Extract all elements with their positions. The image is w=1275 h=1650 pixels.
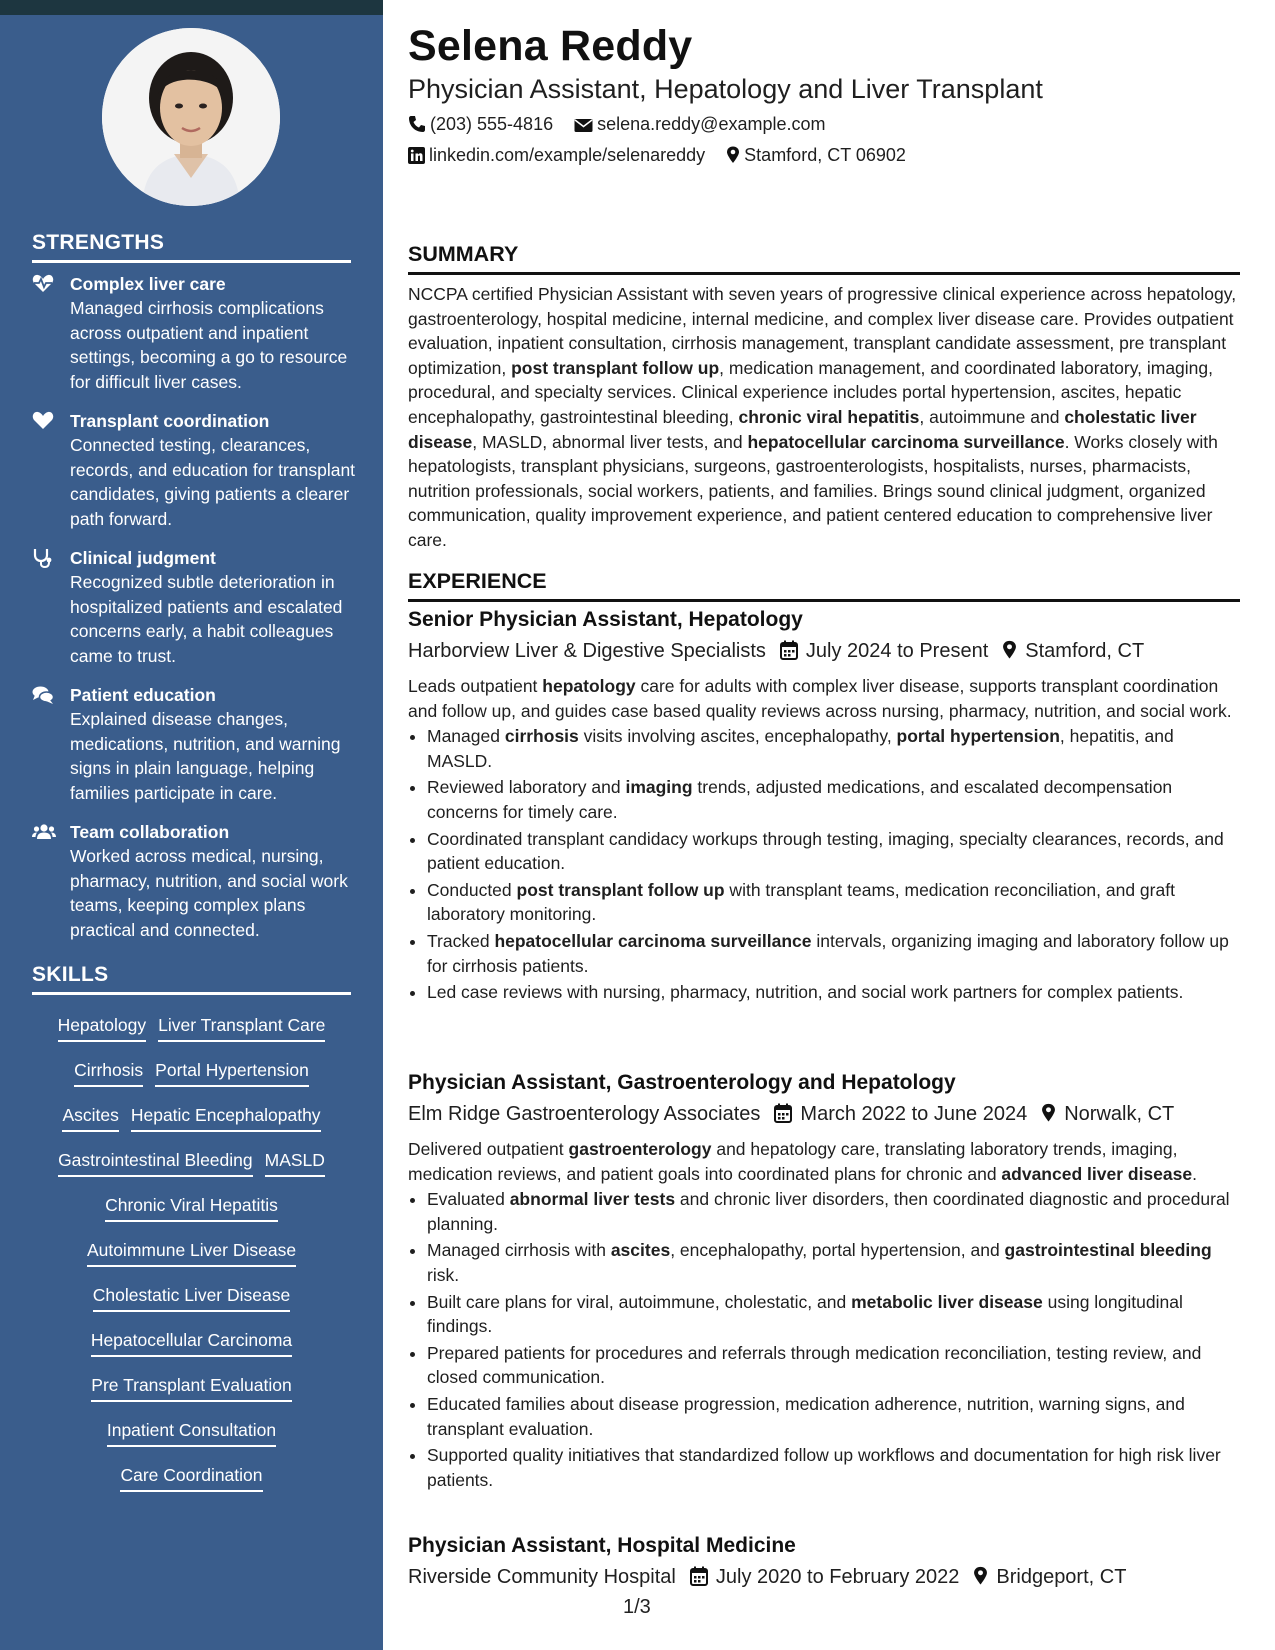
text-run: with transplant teams, medication reconciliation, and graft laboratory monitoring. bbox=[427, 879, 1175, 925]
bullet-item bbox=[427, 775, 1240, 824]
phone-item bbox=[408, 114, 553, 135]
strength-title: Clinical judgment bbox=[70, 548, 216, 568]
strength-desc: Managed cirrhosis complications across outpatient and inpatient settings, becoming a go to resource for difficult liver cases. bbox=[70, 298, 348, 392]
skill-tag: Chronic Viral Hepatitis bbox=[105, 1193, 278, 1222]
bullet-item bbox=[427, 980, 1240, 1005]
job-company: Harborview Liver & Digestive Specialists bbox=[408, 640, 766, 662]
text-run: visits involving ascites, encephalopathy, bbox=[578, 726, 897, 747]
bullet-item bbox=[427, 1341, 1240, 1390]
skill-tag: MASLD bbox=[265, 1148, 325, 1177]
job-dates: March 2022 to June 2024 bbox=[800, 1103, 1028, 1125]
bullet-item bbox=[427, 1443, 1240, 1492]
bold-text: post transplant follow up bbox=[516, 879, 725, 900]
bold-text: imaging bbox=[625, 777, 693, 798]
strengths-heading: STRENGTHS bbox=[32, 231, 351, 263]
text-run: and hepatology care, translating laboratory trends, imaging, medication reviews, and patient goals into coordinated plans for chronic and bbox=[408, 1139, 1178, 1184]
strength-item bbox=[32, 683, 357, 805]
text-run: , MASLD, abnormal liver tests, and bbox=[472, 431, 748, 452]
profile-photo bbox=[102, 28, 280, 206]
heart-icon bbox=[32, 411, 54, 431]
text-run: Conducted bbox=[427, 879, 517, 900]
bold-text: metabolic liver disease bbox=[851, 1291, 1043, 1312]
bullet-item bbox=[427, 929, 1240, 978]
text-run: Built care plans for viral, autoimmune, cholestatic, and bbox=[427, 1291, 852, 1312]
skill-row bbox=[32, 1463, 351, 1492]
job-meta bbox=[408, 1103, 1174, 1126]
job-intro bbox=[408, 674, 1240, 723]
contact-row-2 bbox=[408, 145, 922, 166]
skill-row bbox=[32, 1193, 351, 1222]
skills-list bbox=[32, 1013, 351, 1508]
bold-text: gastrointestinal bleeding bbox=[1004, 1240, 1212, 1261]
skill-row bbox=[32, 1418, 351, 1447]
skill-row bbox=[32, 1283, 351, 1312]
stethoscope-icon bbox=[32, 548, 54, 568]
page-number: 1/3 bbox=[623, 1596, 651, 1618]
experience-heading: EXPERIENCE bbox=[408, 569, 1240, 602]
job-bullets bbox=[408, 724, 1240, 1005]
strength-title: Team collaboration bbox=[70, 822, 230, 842]
job-location: Stamford, CT bbox=[1025, 640, 1145, 662]
strength-title: Complex liver care bbox=[70, 274, 226, 294]
bullet-item bbox=[427, 1187, 1240, 1236]
text-run: trends, adjusted medications, and escalated decompensation concerns for timely care. bbox=[427, 777, 1173, 822]
bullet-item bbox=[427, 1238, 1240, 1287]
job-title: Senior Physician Assistant, Hepatology bbox=[408, 608, 803, 631]
email-item[interactable] bbox=[574, 114, 825, 135]
skill-tag: Gastrointestinal Bleeding bbox=[58, 1148, 253, 1177]
linkedin-icon bbox=[408, 147, 425, 164]
skill-tag: Cirrhosis bbox=[74, 1058, 143, 1087]
skill-row bbox=[32, 1328, 351, 1357]
heartbeat-icon bbox=[32, 274, 54, 294]
skill-row bbox=[32, 1148, 351, 1177]
calendar-icon bbox=[780, 640, 798, 660]
skill-tag: Inpatient Consultation bbox=[107, 1418, 276, 1447]
strength-item bbox=[32, 820, 357, 942]
linkedin-item[interactable] bbox=[408, 145, 705, 166]
skill-tag: Portal Hypertension bbox=[155, 1058, 309, 1087]
job-dates: July 2024 to Present bbox=[805, 640, 989, 662]
map-marker-icon bbox=[1002, 640, 1017, 660]
skill-tag: Hepatocellular Carcinoma bbox=[91, 1328, 292, 1357]
skill-tag: Cholestatic Liver Disease bbox=[93, 1283, 290, 1312]
strength-desc: Worked across medical, nursing, pharmacy, nutrition, and social work teams, keeping complex plans practical and connected. bbox=[70, 846, 348, 940]
text-run: . Works closely with hepatologists, transplant physicians, surgeons, gastroenterologists, hospitalists, nurses, pharmacists, nutrition professionals, social workers, patients, and families. Brings sound clinical judgment, organized communication, quality improvement experience, and patient centered education to comprehensive liver care. bbox=[408, 431, 1218, 550]
text-run: Reviewed laboratory and bbox=[427, 777, 626, 798]
skill-tag: Care Coordination bbox=[120, 1463, 262, 1492]
strength-desc: Explained disease changes, medications, nutrition, and warning signs in plain language, helping families participate in care. bbox=[70, 709, 341, 803]
linkedin-text[interactable]: linkedin.com/example/selenareddy bbox=[429, 145, 706, 165]
map-marker-icon bbox=[1041, 1103, 1056, 1123]
text-run: Leads outpatient bbox=[408, 676, 543, 696]
strengths-list bbox=[32, 272, 357, 957]
skill-tag: Pre Transplant Evaluation bbox=[91, 1373, 291, 1402]
text-run: , encephalopathy, portal hypertension, and bbox=[670, 1240, 1005, 1261]
text-run: Tracked bbox=[427, 930, 495, 951]
map-marker-icon bbox=[973, 1566, 988, 1586]
job-title: Physician Assistant, Hospital Medicine bbox=[408, 1534, 796, 1557]
map-marker-icon bbox=[726, 146, 740, 164]
phone-text: (203) 555-4816 bbox=[430, 114, 554, 134]
skill-row bbox=[32, 1013, 351, 1042]
candidate-name: Selena Reddy bbox=[408, 22, 693, 70]
strength-title: Transplant coordination bbox=[70, 411, 270, 431]
email-text[interactable]: selena.reddy@example.com bbox=[597, 114, 826, 134]
bullet-item bbox=[427, 1392, 1240, 1441]
strength-item bbox=[32, 546, 357, 668]
text-run: Evaluated bbox=[427, 1189, 510, 1210]
text-run: Managed cirrhosis with bbox=[427, 1240, 611, 1261]
skill-row bbox=[32, 1373, 351, 1402]
text-run: , medication management, and coordinated laboratory, imaging, procedural, and specialty services. Clinical experience includes portal hypertension, ascites, hepatic encephalopathy, gastrointestinal bleeding, bbox=[408, 357, 1214, 427]
bold-text: hepatocellular carcinoma surveillance bbox=[747, 431, 1065, 452]
sidebar-top-band bbox=[0, 0, 383, 15]
text-run: Prepared patients for procedures and referrals through medication reconciliation, testing review, and closed communication. bbox=[427, 1342, 1202, 1388]
strength-desc: Connected testing, clearances, records, and education for transplant candidates, giving patients a clearer path forward. bbox=[70, 435, 356, 529]
text-run: intervals, organizing imaging and laboratory follow up for cirrhosis patients. bbox=[427, 930, 1229, 976]
bold-text: hepatocellular carcinoma surveillance bbox=[494, 930, 812, 951]
job-location: Norwalk, CT bbox=[1064, 1103, 1175, 1125]
envelope-icon bbox=[574, 118, 593, 133]
text-run: Delivered outpatient bbox=[408, 1139, 569, 1159]
job-bullets bbox=[408, 1187, 1240, 1492]
skill-tag: Ascites bbox=[62, 1103, 118, 1132]
phone-icon bbox=[408, 115, 426, 133]
job-meta bbox=[408, 1566, 1126, 1589]
text-run: and chronic liver disorders, then coordinated diagnostic and procedural planning. bbox=[427, 1189, 1230, 1234]
text-run: Supported quality initiatives that standardized follow up workflows and documentation for high risk liver patients. bbox=[427, 1445, 1221, 1490]
bullet-item bbox=[427, 878, 1240, 927]
job-intro bbox=[408, 1137, 1240, 1186]
users-icon bbox=[32, 822, 54, 842]
job-meta bbox=[408, 640, 1144, 663]
contact-row bbox=[408, 114, 842, 135]
job-title: Physician Assistant, Gastroenterology and Hepatology bbox=[408, 1071, 956, 1094]
strength-item bbox=[32, 272, 357, 394]
text-run: care for adults with complex liver disease, supports transplant coordination and follow up, and guides case based quality reviews across nursing, pharmacy, nutrition, and social work. bbox=[408, 676, 1232, 721]
job-location: Bridgeport, CT bbox=[996, 1566, 1127, 1588]
skill-row bbox=[32, 1238, 351, 1267]
job-company: Riverside Community Hospital bbox=[408, 1566, 676, 1588]
skills-heading: SKILLS bbox=[32, 963, 351, 995]
text-run: . bbox=[1192, 1163, 1197, 1184]
bullet-item bbox=[427, 1290, 1240, 1339]
bullet-item bbox=[427, 827, 1240, 876]
comments-icon bbox=[32, 685, 54, 705]
candidate-title: Physician Assistant, Hepatology and Liver Transplant bbox=[408, 74, 1043, 104]
job-company: Elm Ridge Gastroenterology Associates bbox=[408, 1103, 761, 1125]
skill-tag: Hepatology bbox=[58, 1013, 147, 1042]
bold-text: cholestatic liver disease bbox=[408, 406, 1197, 452]
strength-item bbox=[32, 409, 357, 531]
text-run: risk. bbox=[427, 1264, 460, 1285]
bold-text: gastroenterology bbox=[568, 1139, 712, 1159]
job-description bbox=[408, 1137, 1240, 1494]
job-dates: July 2020 to February 2022 bbox=[715, 1566, 960, 1588]
bullet-item bbox=[427, 724, 1240, 773]
skill-row bbox=[32, 1103, 351, 1132]
bold-text: post transplant follow up bbox=[511, 357, 720, 378]
bold-text: portal hypertension bbox=[896, 726, 1060, 747]
text-run: , hepatitis, and MASLD. bbox=[427, 726, 1174, 771]
calendar-icon bbox=[774, 1103, 792, 1123]
bold-text: ascites bbox=[610, 1240, 671, 1261]
text-run: Coordinated transplant candidacy workups through testing, imaging, specialty clearances, records, and patient education. bbox=[427, 828, 1224, 874]
text-run: , autoimmune and bbox=[919, 406, 1065, 427]
bold-text: cirrhosis bbox=[504, 726, 579, 747]
summary-text bbox=[408, 282, 1240, 553]
bold-text: advanced liver disease bbox=[1001, 1163, 1193, 1184]
sidebar bbox=[0, 15, 383, 1650]
skill-tag: Hepatic Encephalopathy bbox=[131, 1103, 321, 1132]
summary-heading: SUMMARY bbox=[408, 242, 1240, 275]
location-text: Stamford, CT 06902 bbox=[744, 145, 906, 165]
skill-tag: Liver Transplant Care bbox=[158, 1013, 325, 1042]
strength-desc: Recognized subtle deterioration in hospitalized patients and escalated concerns early, a habit colleagues came to trust. bbox=[70, 572, 343, 666]
text-run: Educated families about disease progression, medication adherence, nutrition, warning signs, and transplant evaluation. bbox=[427, 1393, 1185, 1439]
location-item bbox=[726, 145, 906, 166]
text-run: NCCPA certified Physician Assistant with seven years of progressive clinical experience across hepatology, gastroenterology, hospital medicine, internal medicine, and complex liver disease care. Provides outpatient evaluation, inpatient consultation, cirrhosis management, transplant candidate assessment, pre transplant optimization, bbox=[408, 284, 1237, 378]
text-run: using longitudinal findings. bbox=[427, 1291, 1183, 1337]
skill-row bbox=[32, 1058, 351, 1087]
bold-text: hepatology bbox=[542, 676, 636, 696]
bold-text: chronic viral hepatitis bbox=[738, 406, 920, 427]
text-run: Led case reviews with nursing, pharmacy, nutrition, and social work partners for complex patients. bbox=[427, 982, 1184, 1003]
bold-text: abnormal liver tests bbox=[509, 1189, 676, 1210]
strength-title: Patient education bbox=[70, 685, 216, 705]
job-description bbox=[408, 674, 1240, 1007]
calendar-icon bbox=[690, 1566, 708, 1586]
skill-tag: Autoimmune Liver Disease bbox=[87, 1238, 296, 1267]
text-run: Managed bbox=[427, 726, 505, 747]
